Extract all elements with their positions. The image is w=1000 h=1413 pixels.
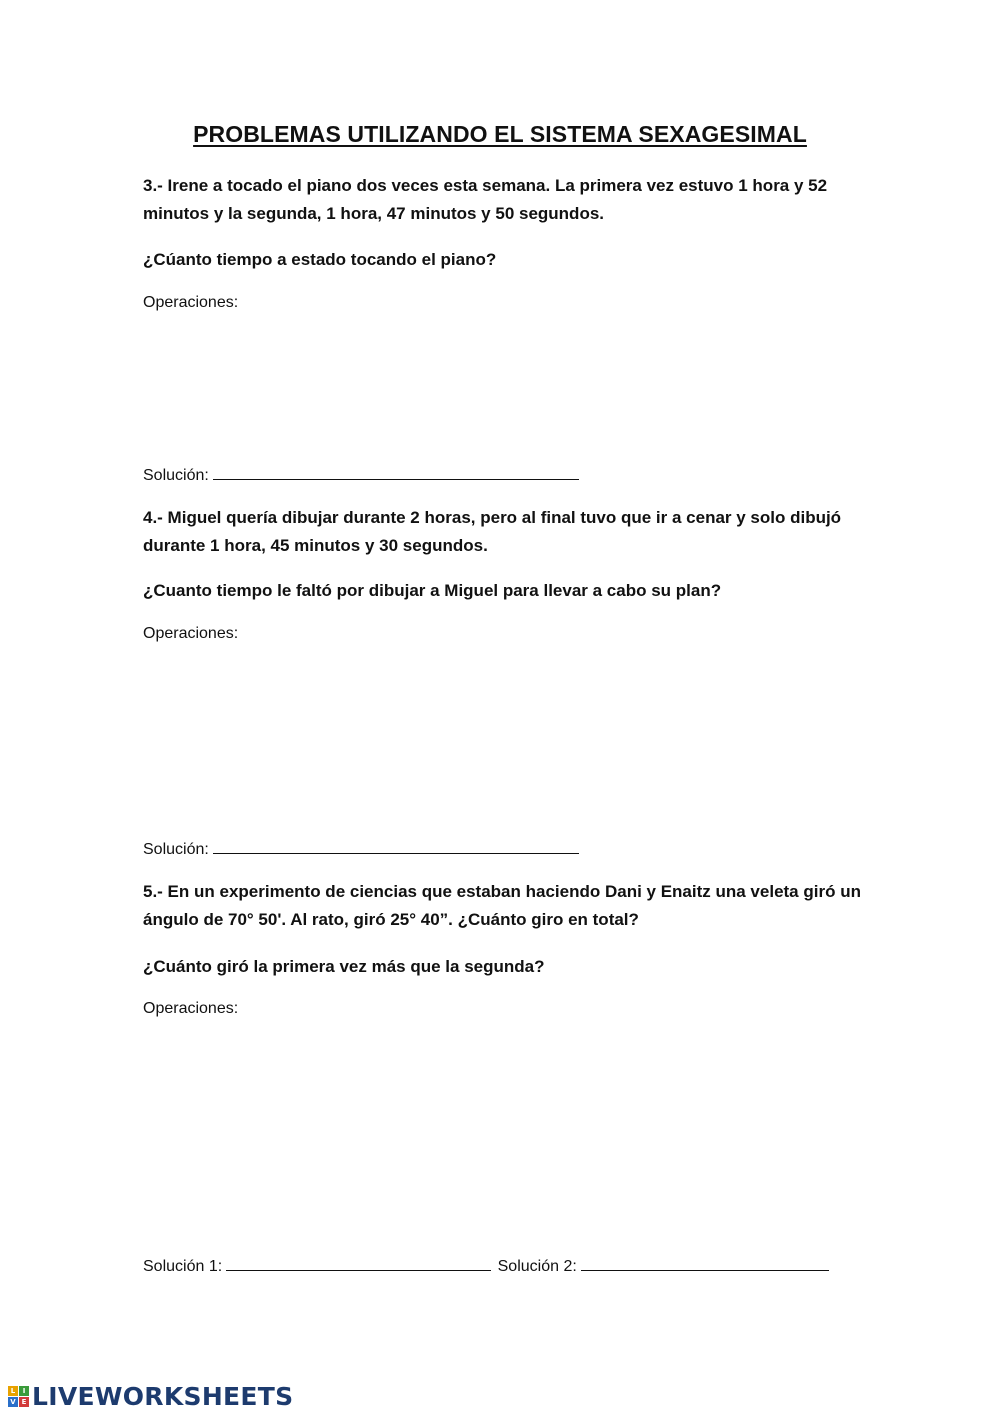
problem-5-statement: 5.- En un experimento de ciencias que estaban haciendo Dani y Enaitz una veleta giró un ángulo de 70° 50'. Al rato, giró 25° 40”. ¿Cuánto giro en total? bbox=[143, 882, 861, 929]
problem-3-operations-label: Operaciones: bbox=[143, 294, 239, 311]
logo-block-v: V bbox=[8, 1397, 18, 1407]
problem-3-statement: 3.- Irene a tocado el piano dos veces esta semana. La primera vez estuvo 1 hora y 52 minutos y la segunda, 1 hora, 47 minutos y 50 segundos. bbox=[143, 176, 828, 223]
problem-4-operations-label: Operaciones: bbox=[143, 625, 239, 642]
problem-4-question: ¿Cuanto tiempo le faltó por dibujar a Miguel para llevar a cabo su plan? bbox=[143, 581, 722, 600]
problem-4-statement: 4.- Miguel quería dibujar durante 2 horas, pero al final tuvo que ir a cenar y solo dibujó durante 1 hora, 45 minutos y 30 segundos. bbox=[143, 508, 842, 555]
logo-block-e: E bbox=[19, 1397, 29, 1407]
problem-4-solution bbox=[143, 839, 579, 859]
logo-text: LIVEWORKSHEETS bbox=[32, 1381, 294, 1411]
problem-5-solution-1-blank[interactable] bbox=[226, 1256, 491, 1271]
page-title: PROBLEMAS UTILIZANDO EL SISTEMA SEXAGESIMAL bbox=[193, 121, 807, 147]
problem-4-solution-label: Solución: bbox=[143, 841, 209, 858]
problem-5-operations-label: Operaciones: bbox=[143, 1000, 239, 1017]
problem-3-solution-blank[interactable] bbox=[213, 465, 579, 480]
problem-3-solution-label: Solución: bbox=[143, 467, 209, 484]
problem-5-solution-2-label: Solución 2: bbox=[497, 1258, 577, 1275]
problem-4-solution-blank[interactable] bbox=[213, 839, 579, 854]
problem-5-solutions bbox=[143, 1256, 829, 1276]
problem-3-solution bbox=[143, 465, 579, 485]
logo-blocks-icon bbox=[8, 1386, 29, 1407]
problem-5-question: ¿Cuánto giró la primera vez más que la segunda? bbox=[143, 957, 545, 976]
problem-5-solution-2-blank[interactable] bbox=[581, 1256, 829, 1271]
logo-block-l: L bbox=[8, 1386, 18, 1396]
problem-3-question: ¿Cúanto tiempo a estado tocando el piano? bbox=[143, 250, 497, 269]
logo-block-i: I bbox=[19, 1386, 29, 1396]
liveworksheets-logo bbox=[8, 1382, 293, 1410]
problem-5-solution-1-label: Solución 1: bbox=[143, 1258, 223, 1275]
